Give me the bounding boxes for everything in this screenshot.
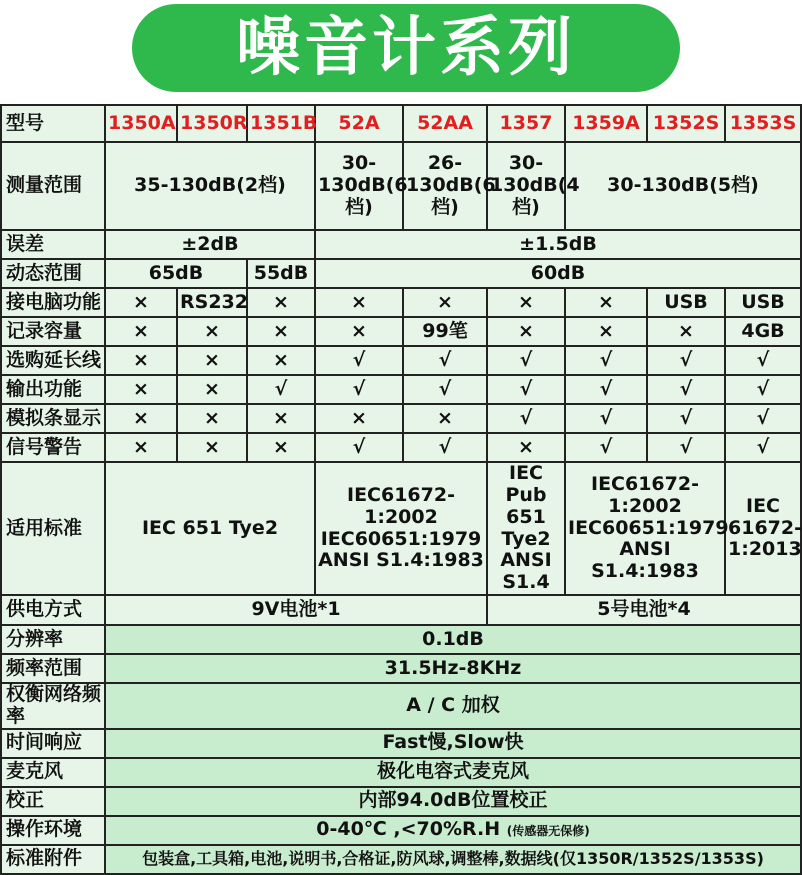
pc-cell: USB: [647, 288, 725, 317]
dynamic-cell: 55dB: [247, 259, 315, 288]
table-row: [1, 845, 801, 874]
power-cell: 5号电池*4: [487, 595, 801, 625]
memory-cell: ×: [315, 317, 403, 346]
error-cell: ±2dB: [105, 230, 315, 259]
alarm-cell: √: [315, 433, 403, 462]
standard-cell: [725, 462, 801, 595]
table-row: [1, 142, 801, 230]
output-cell: √: [725, 375, 801, 404]
table-row: [1, 729, 801, 758]
model-cell: 1357: [487, 105, 565, 142]
alarm-cell: ×: [105, 433, 177, 462]
pc-cell: ×: [105, 288, 177, 317]
model-cell: 1350R: [177, 105, 247, 142]
environment-note: (传感器无保修): [506, 824, 590, 839]
memory-cell: ×: [647, 317, 725, 346]
extension-cell: √: [315, 346, 403, 375]
row-label-bargraph: 模拟条显示: [1, 404, 105, 433]
output-cell: √: [647, 375, 725, 404]
error-cell: ±1.5dB: [315, 230, 801, 259]
resolution-cell: 0.1dB: [105, 625, 801, 654]
output-cell: ×: [177, 375, 247, 404]
pc-cell: ×: [247, 288, 315, 317]
row-label-range: 测量范围: [1, 142, 105, 230]
bargraph-cell: √: [565, 404, 647, 433]
row-label-calibration: 校正: [1, 787, 105, 816]
alarm-cell: ×: [487, 433, 565, 462]
extension-cell: ×: [177, 346, 247, 375]
row-label-output: 输出功能: [1, 375, 105, 404]
alarm-cell: ×: [247, 433, 315, 462]
memory-cell: ×: [177, 317, 247, 346]
model-cell: 1353S: [725, 105, 801, 142]
standard-line: ANSI S1.4: [500, 549, 552, 594]
table-row: [1, 288, 801, 317]
table-row: [1, 654, 801, 683]
extension-cell: √: [647, 346, 725, 375]
range-cell: 30-130dB(4档): [487, 142, 565, 230]
bargraph-cell: ×: [177, 404, 247, 433]
alarm-cell: √: [565, 433, 647, 462]
row-label-standard: 适用标准: [1, 462, 105, 595]
range-cell: 35-130dB(2档): [105, 142, 315, 230]
memory-cell: 4GB: [725, 317, 801, 346]
table-row: [1, 346, 801, 375]
extension-cell: ×: [247, 346, 315, 375]
model-cell: 1350A: [105, 105, 177, 142]
row-label-power: 供电方式: [1, 595, 105, 625]
output-cell: √: [315, 375, 403, 404]
row-label-model: 型号: [1, 105, 105, 142]
dynamic-cell: 60dB: [315, 259, 801, 288]
row-label-alarm: 信号警告: [1, 433, 105, 462]
pc-cell: ×: [565, 288, 647, 317]
row-label-memory: 记录容量: [1, 317, 105, 346]
table-row: [1, 625, 801, 654]
model-cell: 1351B: [247, 105, 315, 142]
standard-line: 61672-: [728, 516, 802, 539]
row-label-resolution: 分辨率: [1, 625, 105, 654]
row-label-extension: 选购延长线: [1, 346, 105, 375]
table-row: [1, 683, 801, 729]
time-response-cell: Fast慢,Slow快: [105, 729, 801, 758]
standard-cell: [315, 462, 487, 595]
bargraph-cell: ×: [403, 404, 487, 433]
alarm-cell: ×: [177, 433, 247, 462]
dynamic-cell: 65dB: [105, 259, 247, 288]
bargraph-cell: √: [725, 404, 801, 433]
model-cell: 1352S: [647, 105, 725, 142]
bargraph-cell: ×: [105, 404, 177, 433]
power-cell: 9V电池*1: [105, 595, 487, 625]
table-row: [1, 758, 801, 787]
row-label-accessories: 标准附件: [1, 845, 105, 874]
memory-cell: ×: [247, 317, 315, 346]
standard-line: ANSI S1.4:1983: [318, 549, 484, 572]
standard-cell: [565, 462, 729, 595]
range-cell: 30-130dB(6档): [315, 142, 403, 230]
output-cell: √: [403, 375, 487, 404]
memory-cell: ×: [487, 317, 565, 346]
standard-line: IEC60651:1979: [320, 527, 482, 550]
table-row: [1, 105, 801, 142]
table-row: [1, 433, 801, 462]
standard-line: IEC61672-1:2002: [591, 472, 699, 517]
bargraph-cell: √: [487, 404, 565, 433]
accessories-cell: 包装盒,工具箱,电池,说明书,合格证,防风球,调整棒,数据线(仅1350R/1352S/1353S): [105, 845, 801, 874]
bargraph-cell: √: [647, 404, 725, 433]
table-row: [1, 317, 801, 346]
standard-line: IEC Pub: [505, 462, 547, 506]
memory-cell: 99笔: [403, 317, 487, 346]
model-cell: 52AA: [403, 105, 487, 142]
table-row: [1, 230, 801, 259]
frequency-cell: 31.5Hz-8KHz: [105, 654, 801, 683]
page-title: 噪音计系列: [236, 11, 576, 85]
row-label-dynamic: 动态范围: [1, 259, 105, 288]
standard-cell: [487, 462, 565, 595]
bargraph-cell: ×: [247, 404, 315, 433]
spec-table: [0, 104, 802, 875]
environment-cell: [105, 816, 801, 845]
standard-line: IEC: [746, 494, 780, 517]
range-cell: 30-130dB(5档): [565, 142, 801, 230]
pc-cell: RS232: [177, 288, 247, 317]
alarm-cell: √: [403, 433, 487, 462]
row-label-environment: 操作环境: [1, 816, 105, 845]
output-cell: √: [487, 375, 565, 404]
model-cell: 52A: [315, 105, 403, 142]
extension-cell: √: [565, 346, 647, 375]
row-label-microphone: 麦克风: [1, 758, 105, 787]
model-cell: 1359A: [565, 105, 647, 142]
extension-cell: √: [487, 346, 565, 375]
standard-line: IEC60651:1979: [568, 516, 729, 539]
row-label-frequency: 频率范围: [1, 654, 105, 683]
extension-cell: √: [725, 346, 801, 375]
title-banner: [132, 4, 680, 92]
environment-value: 0-40℃ ,<70%R.H: [316, 818, 501, 841]
output-cell: √: [565, 375, 647, 404]
row-label-error: 误差: [1, 230, 105, 259]
table-row: [1, 259, 801, 288]
pc-cell: USB: [725, 288, 801, 317]
row-label-time-response: 时间响应: [1, 729, 105, 758]
row-label-weighting: 权衡网络频率: [1, 683, 105, 729]
pc-cell: ×: [487, 288, 565, 317]
extension-cell: √: [403, 346, 487, 375]
output-cell: √: [247, 375, 315, 404]
table-row: [1, 404, 801, 433]
extension-cell: ×: [105, 346, 177, 375]
table-row: [1, 816, 801, 845]
bargraph-cell: ×: [315, 404, 403, 433]
output-cell: ×: [105, 375, 177, 404]
standard-line: ANSI S1.4:1983: [591, 538, 699, 583]
range-cell: 26-130dB(6档): [403, 142, 487, 230]
weighting-cell: A / C 加权: [105, 683, 801, 729]
standard-line: 1:2013: [728, 538, 802, 561]
row-label-pc: 接电脑功能: [1, 288, 105, 317]
standard-line: IEC61672-1:2002: [347, 483, 455, 528]
pc-cell: ×: [315, 288, 403, 317]
pc-cell: ×: [403, 288, 487, 317]
memory-cell: ×: [105, 317, 177, 346]
microphone-cell: 极化电容式麦克风: [105, 758, 801, 787]
table-row: [1, 787, 801, 816]
calibration-cell: 内部94.0dB位置校正: [105, 787, 801, 816]
alarm-cell: √: [647, 433, 725, 462]
standard-cell: IEC 651 Tye2: [105, 462, 315, 595]
alarm-cell: √: [725, 433, 801, 462]
standard-line: 651 Tye2: [501, 505, 551, 550]
table-row: [1, 375, 801, 404]
memory-cell: ×: [565, 317, 647, 346]
table-row: [1, 595, 801, 625]
table-row: [1, 462, 801, 595]
